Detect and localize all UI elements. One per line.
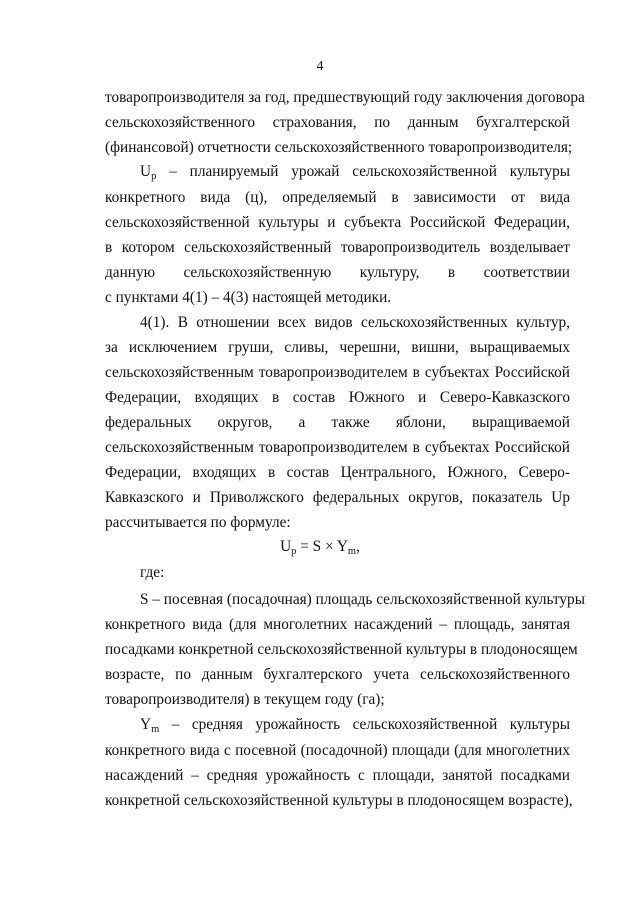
paragraph-4-line-4: возрасте, по данным бухгалтерского учета сельскохозяйственного (105, 666, 570, 683)
paragraph-4-line-5: товаропроизводителя) в текущем году (га); (105, 691, 385, 708)
paragraph-2-line-6: с пунктами 4(1) – 4(3) настоящей методики. (105, 289, 392, 306)
formula-up: Up = S × Ym, (280, 538, 360, 557)
paragraph-3-line-9: рассчитывается по формуле: (105, 514, 291, 531)
paragraph-2-line-4: в котором сельскохозяйственный товаропроизводитель возделывает (105, 239, 570, 256)
paragraph-3-line-5: федеральных округов, а также яблони, выращиваемой (105, 414, 570, 431)
paragraph-4-line-1: S – посевная (посадочная) площадь сельскохозяйственной культуры (140, 591, 585, 608)
paragraph-4-line-3: посадками конкретной сельскохозяйственной культуры в плодоносящем (105, 641, 578, 658)
paragraph-3-line-1: 4(1). В отношении всех видов сельскохозяйственных культур, (140, 314, 570, 331)
symbol-up: Up (140, 163, 157, 182)
paragraph-4-line-2: конкретного вида (для многолетних насаждений – площадь, занятая (105, 616, 570, 633)
symbol-ym: Ym (140, 716, 160, 735)
where-label: где: (140, 564, 165, 581)
paragraph-3-line-8: Кавказского и Приволжского федеральных округов, показатель Up (105, 489, 570, 506)
paragraph-2-line-2: конкретного вида (ц), определяемый в зависимости от вида (105, 189, 570, 206)
paragraph-3-line-7: Федерации, входящих в состав Центрального, Южного, Северо- (105, 464, 570, 481)
paragraph-1-line-3: (финансовой) отчетности сельскохозяйственного товаропроизводителя; (105, 139, 573, 156)
paragraph-5-line-4: конкретной сельскохозяйственной культуры в плодоносящем возрасте), (105, 792, 573, 809)
paragraph-2-line-5: данную сельскохозяйственную культуру, в соответствии (105, 264, 570, 281)
paragraph-2-line-1: Up – планируемый урожай сельскохозяйственной культуры (140, 163, 570, 182)
paragraph-5-line-3: насаждений – средняя урожайность с площади, занятой посадками (105, 767, 570, 784)
paragraph-5-line-2: конкретного вида с посевной (посадочной) площади (для многолетних (105, 742, 570, 759)
paragraph-3-line-4: Федерации, входящих в состав Южного и Северо-Кавказского (105, 389, 570, 406)
paragraph-3-line-2: за исключением груши, сливы, черешни, вишни, выращиваемых (105, 339, 570, 356)
paragraph-3-line-6: сельскохозяйственным товаропроизводителем в субъектах Российской (105, 439, 570, 456)
paragraph-5-line-1: Ym – средняя урожайность сельскохозяйственной культуры (140, 716, 570, 735)
paragraph-1-line-2: сельскохозяйственного страхования, по данным бухгалтерской (105, 114, 570, 131)
paragraph-2-line-3: сельскохозяйственной культуры и субъекта Российской Федерации, (105, 214, 570, 231)
paragraph-1-line-1: товаропроизводителя за год, предшествующий году заключения договора (105, 89, 585, 106)
paragraph-3-line-3: сельскохозяйственным товаропроизводителем в субъектах Российской (105, 364, 570, 381)
page-number: 4 (316, 59, 324, 74)
